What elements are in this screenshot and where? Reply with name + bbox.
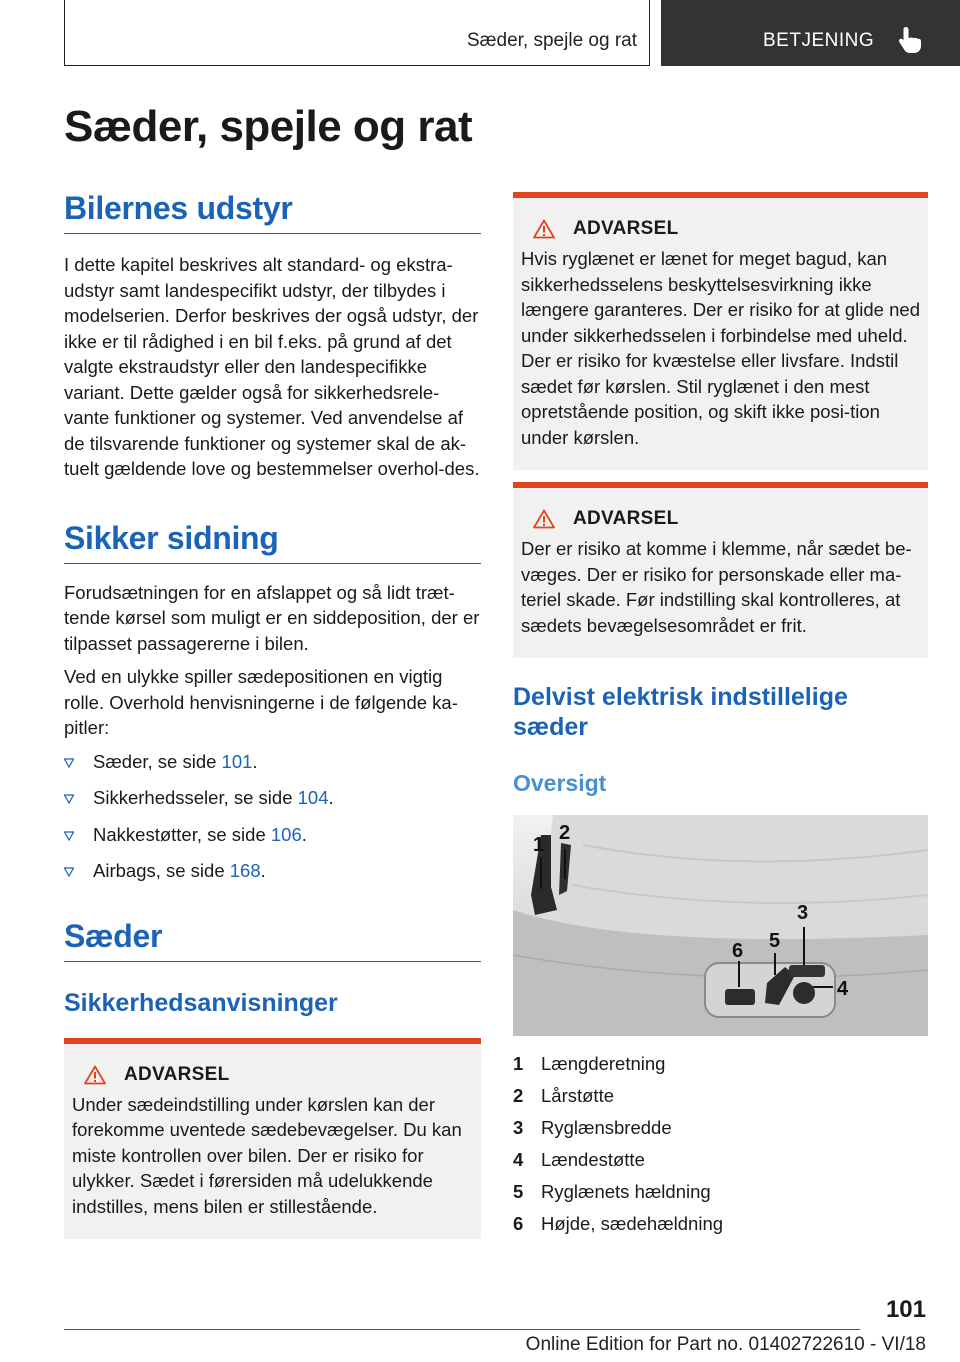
warning-title: ADVARSEL: [124, 1063, 230, 1085]
footer-edition: Online Edition for Part no. 01402722610 - VI/18: [525, 1334, 926, 1355]
list-item-text: Airbags, se side: [93, 860, 230, 881]
page-link[interactable]: 106: [270, 823, 302, 845]
safe-paragraph-2: Ved en ulykke spiller sædepositionen en vigtig rolle. Overhold henvisningerne i de følgende ka-pitler:: [64, 666, 458, 738]
header-chapter-title: BETJENING: [763, 30, 875, 51]
safe-paragraph-1: Forudsætningen for en afslappet og så lidt træt-tende kørsel som muligt er en siddeposition, der er tilpasset passagererne i bilen.: [64, 581, 480, 654]
list-item-end: .: [252, 750, 258, 772]
left-column: [64, 190, 481, 1239]
cross-reference-list: [64, 749, 481, 884]
header-chapter-box: [661, 0, 960, 66]
image-label: 1: [533, 834, 545, 856]
legend-label: Højde, sædehældning: [541, 1213, 724, 1234]
page-link[interactable]: 168: [229, 860, 261, 881]
header-section-box: [64, 0, 650, 66]
warning-text: Under sædeindstilling under kørslen kan der forekomme uventede sædebevægelser. Du kan miste kontrollen over bilen. Der er risiko for ulykker. Sædet i førersiden må udelukkende indstilles, mens bilen er stillestående.: [72, 1093, 462, 1217]
legend-number: 4: [513, 1149, 524, 1170]
warning-title: ADVARSEL: [573, 508, 679, 529]
page-title: Sæder, spejle og rat: [64, 102, 473, 151]
legend-label: Længderetning: [541, 1053, 666, 1074]
legend-item: [513, 1176, 928, 1208]
warning-box-2: [513, 192, 928, 470]
list-item: [64, 858, 481, 884]
heading-oversigt: Oversigt: [513, 770, 607, 796]
warning-header: [84, 1064, 473, 1086]
hand-pointer-icon: [897, 25, 923, 55]
heading-bilernes-udstyr: Bilernes udstyr: [64, 190, 481, 234]
triangle-bullet-icon: [64, 794, 74, 804]
heading-delvist-elektrisk: Delvist elektrisk indstillelige sæder: [513, 683, 848, 741]
image-label: 5: [769, 930, 781, 952]
list-item: [64, 822, 481, 848]
image-label: 6: [732, 940, 744, 962]
warning-triangle-icon: [533, 509, 555, 529]
list-item-end: .: [328, 787, 334, 808]
legend-list: [513, 1048, 928, 1240]
legend-number: 6: [513, 1213, 524, 1234]
warning-text: Der er risiko at komme i klemme, når sædet be-væges. Der er risiko for personskade eller ma-teriel skade. Før indstilling skal kontrolleres, at sædets bevægelsesområdet er frit.: [521, 538, 912, 636]
warning-box-3: [513, 482, 928, 658]
legend-label: Ryglænets hældning: [541, 1181, 711, 1202]
legend-label: Ryglænsbredde: [541, 1117, 672, 1138]
image-label: 4: [837, 978, 849, 1000]
equipment-paragraph: I dette kapitel beskrives alt standard- og ekstra-udstyr samt landespecifikt udstyr, der tilbydes i modelserien. Derfor beskrives der også udstyr, der ikke er til rådighed i en bil f.eks. på grund af det valgte ekstraudstyr eller den landespecifikke variant. Dette gælder også for sikkerhedsrele-vante funktioner og systemer. Ved anvendelse af de tilsvarende funktioner og systemer skal de ak-tuelt gældende love og bestemmelser overhol-des.: [64, 254, 480, 479]
image-label: 2: [559, 822, 571, 844]
list-item-text: Sikkerhedsseler, se side: [93, 787, 298, 808]
list-item-end: .: [301, 823, 307, 845]
list-item: [64, 749, 481, 775]
list-item-text: Nakkestøtter, se side: [93, 823, 271, 845]
legend-item: [513, 1112, 928, 1144]
legend-number: 5: [513, 1181, 524, 1202]
image-label: 3: [797, 902, 809, 924]
warning-title: ADVARSEL: [573, 218, 679, 239]
heading-saeder: Sæder: [64, 918, 481, 962]
triangle-bullet-icon: [64, 758, 74, 768]
legend-item: [513, 1144, 928, 1176]
warning-header: [533, 218, 920, 240]
warning-triangle-icon: [533, 219, 555, 239]
page-link[interactable]: 104: [297, 787, 329, 808]
legend-item: [513, 1080, 928, 1112]
warning-text: Hvis ryglænet er lænet for meget bagud, kan sikkerhedsselens beskyttelsesvirkning ikke længere garanteres. Der er risiko for at glide ned under sikkerhedsselen i forbindelse med uheld. Der er risiko for kvæstelse eller livsfare. Indstil sædet før kørslen. Stil ryglænet i den mest opretstående position, og skift ikke posi-tion under kørslen.: [521, 248, 920, 448]
page-link[interactable]: 101: [221, 750, 253, 772]
heading-sikker-sidning: Sikker sidning: [64, 520, 481, 564]
legend-number: 2: [513, 1085, 524, 1106]
right-column: [513, 192, 928, 1240]
legend-number: 3: [513, 1117, 524, 1138]
list-item: [64, 785, 481, 811]
triangle-bullet-icon: [64, 831, 74, 841]
list-item-end: .: [260, 860, 266, 881]
header-section-title: Sæder, spejle og rat: [466, 30, 637, 51]
warning-triangle-icon: [84, 1065, 106, 1085]
legend-label: Lårstøtte: [541, 1085, 614, 1106]
seat-controls-image: [513, 815, 928, 1036]
triangle-bullet-icon: [64, 867, 74, 877]
page-number: 101: [885, 1296, 926, 1323]
heading-sikkerhedsanvisninger: Sikkerhedsanvisninger: [64, 988, 338, 1017]
footer-divider: [64, 1329, 860, 1330]
list-item-text: Sæder, se side: [93, 750, 222, 772]
warning-header: [533, 508, 920, 530]
warning-box-1: [64, 1038, 481, 1240]
legend-item: [513, 1048, 928, 1080]
legend-item: [513, 1208, 928, 1240]
seat-illustration: [513, 815, 928, 1036]
legend-label: Lændestøtte: [541, 1149, 645, 1170]
legend-number: 1: [513, 1053, 524, 1074]
